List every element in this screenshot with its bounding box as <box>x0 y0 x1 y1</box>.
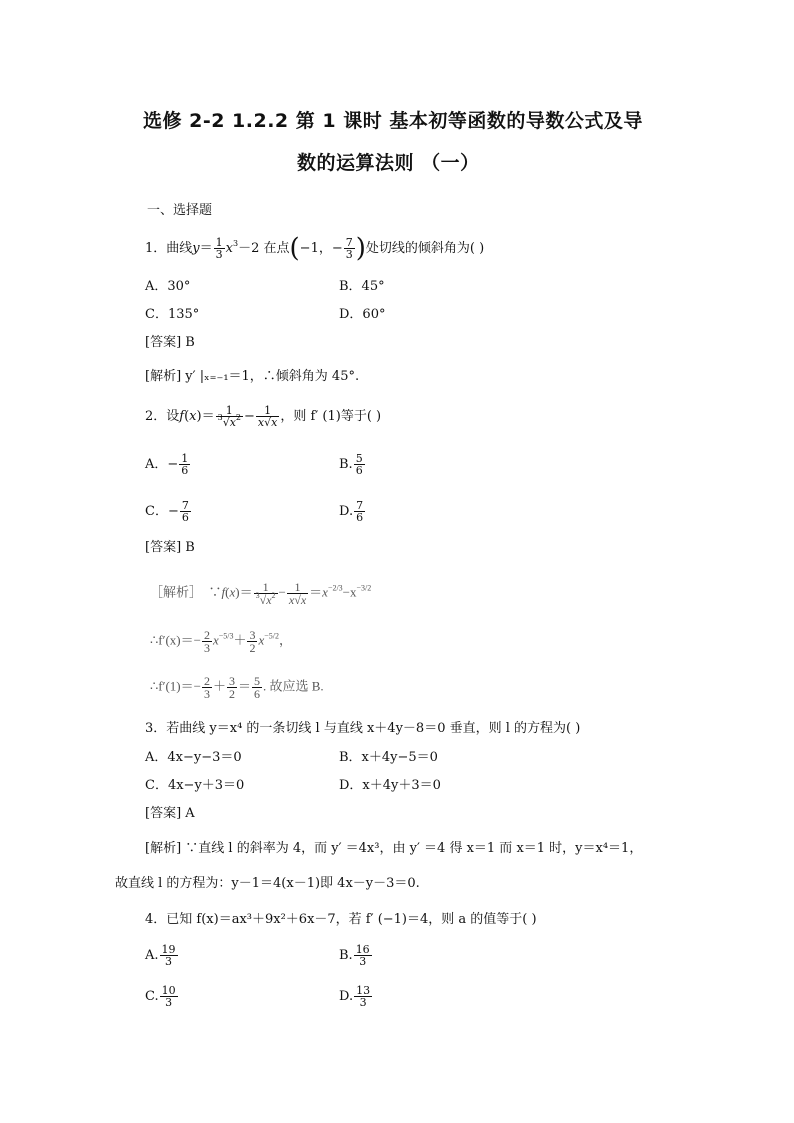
analysis: [解析] y′ |ₓ₌₋₁＝1，∴倾斜角为 45°. <box>145 369 360 384</box>
option-b: B．45° <box>339 279 385 294</box>
fraction: $\frac{1}{x√x}$ <box>257 404 278 429</box>
option-b: B．x＋4y−5＝0 <box>339 750 438 765</box>
option-c: C．4x−y＋3＝0 <box>145 778 245 793</box>
option-d: D. $\frac{7}{6}$ <box>339 499 364 524</box>
option-b: B. $\frac{5}{6}$ <box>339 452 363 477</box>
question-4-stem: 4．已知 f(x)＝ax³＋9x²＋6x－7，若 f′ (−1)＝4，则 a 的值等于( ) <box>145 912 537 927</box>
option-c: C．− $\frac{7}{6}$ <box>145 499 189 524</box>
option-a: A. $\frac{19}{3}$ <box>145 943 176 968</box>
option-a: A．− $\frac{1}{6}$ <box>145 452 189 477</box>
analysis-line-1: ［解析］ ∵f(x)＝ $\frac{1}{^3√x^2}$ − $\frac{1}{x√x}$ $=x^{-2/3}-x^{-3/2}$ <box>150 580 372 607</box>
question-2-stem: 2．设f(x)＝ $\frac{1}{^3√x^2}$ − $\frac{1}{x√x}$ ，则 f′ (1)等于( ) <box>145 404 382 429</box>
analysis: [解析] ∵直线 l 的斜率为 4，而 y′ ＝4x³，由 y′ ＝4 得 x＝1 而 x＝1 时，y＝x⁴＝1， <box>145 841 643 856</box>
answer: [答案] A <box>145 806 195 821</box>
question-3-stem: 3．若曲线 y＝x⁴ 的一条切线 l 与直线 x＋4y－8＝0 垂直，则 l 的方程为( ) <box>145 721 581 736</box>
fraction: $\frac{1}{^3√x^2}$ <box>217 404 242 429</box>
option-d: D．60° <box>339 307 386 322</box>
question-1-stem: 1．曲线y＝ $\frac{1}{3}$ $x^3-2$ 在点(−1，− $\frac{7}{3}$ )处切线的倾斜角为( ) <box>145 233 485 264</box>
fraction: $\frac{1}{3}$ <box>215 236 223 261</box>
option-c: C．135° <box>145 307 200 322</box>
answer: [答案] B <box>145 335 195 350</box>
option-a: A．4x−y−3＝0 <box>145 750 242 765</box>
page-title-line2: 数的运算法则 （一） <box>297 152 480 174</box>
analysis-line-3: ∴f′(1)＝− $\frac{2}{3}$ ＋ $\frac{3}{2}$ ＝ $\frac{5}{6}$ . 故应选 B. <box>150 674 324 701</box>
option-b: B. $\frac{16}{3}$ <box>339 943 370 968</box>
section-heading: 一、选择题 <box>147 203 213 218</box>
option-d: D．x＋4y＋3＝0 <box>339 778 441 793</box>
answer: [答案] B <box>145 540 195 555</box>
fraction: $\frac{7}{3}$ <box>345 236 353 261</box>
analysis-line-2: ∴f′(x)＝− $\frac{2}{3}$ $x^{-5/3}+$ $\frac{3}{2}$ $x^{-5/2}$， <box>150 628 292 655</box>
option-c: C. $\frac{10}{3}$ <box>145 984 176 1009</box>
option-d: D. $\frac{13}{3}$ <box>339 984 371 1009</box>
analysis-continued: 故直线 l 的方程为：y－1＝4(x－1)即 4x－y－3＝0. <box>115 876 420 891</box>
option-a: A．30° <box>145 279 191 294</box>
page-title: 选修 2-2 1.2.2 第 1 课时 基本初等函数的导数公式及导 <box>143 110 643 132</box>
